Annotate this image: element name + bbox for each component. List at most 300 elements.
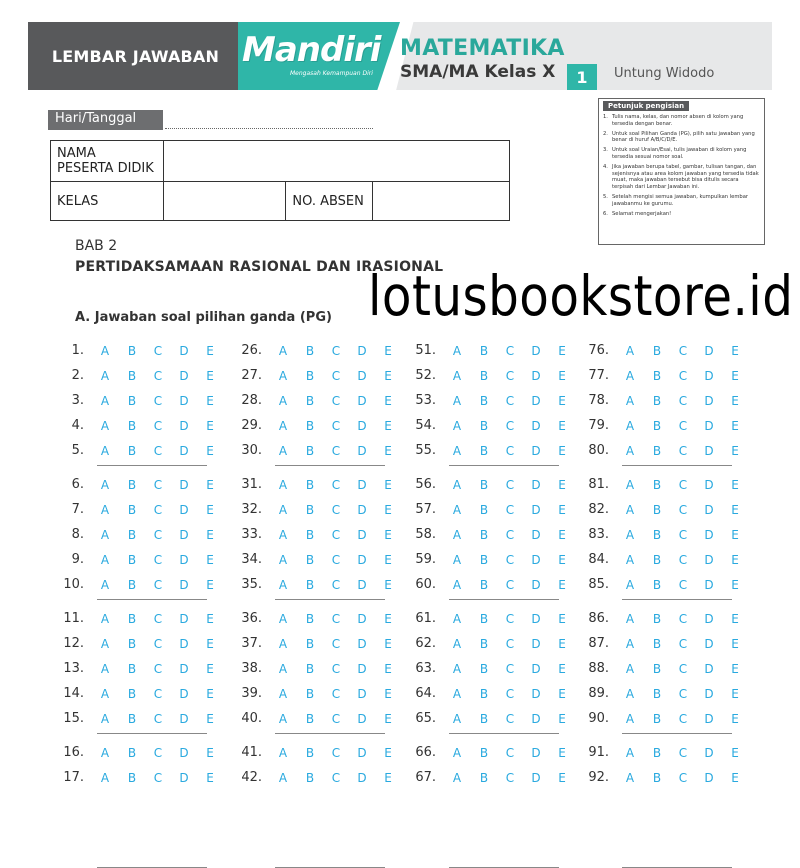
answer-option-a[interactable]: A <box>100 369 110 383</box>
answer-option-c[interactable]: C <box>153 771 163 785</box>
answer-option-d[interactable]: D <box>179 394 189 408</box>
answer-option-d[interactable]: D <box>704 687 714 701</box>
answer-option-e[interactable]: E <box>384 444 392 458</box>
answer-option-e[interactable]: E <box>731 394 739 408</box>
answer-option-d[interactable]: D <box>531 612 541 626</box>
answer-option-a[interactable]: A <box>278 444 288 458</box>
answer-option-b[interactable]: B <box>479 687 489 701</box>
answer-option-c[interactable]: C <box>331 746 341 760</box>
answer-option-e[interactable]: E <box>731 478 739 492</box>
answer-option-b[interactable]: B <box>479 578 489 592</box>
answer-option-b[interactable]: B <box>305 687 315 701</box>
answer-option-a[interactable]: A <box>625 369 635 383</box>
answer-option-a[interactable]: A <box>278 528 288 542</box>
answer-option-a[interactable]: A <box>278 478 288 492</box>
answer-option-a[interactable]: A <box>278 503 288 517</box>
answer-option-c[interactable]: C <box>505 612 515 626</box>
answer-option-d[interactable]: D <box>179 553 189 567</box>
answer-option-a[interactable]: A <box>278 687 288 701</box>
answer-option-b[interactable]: B <box>305 578 315 592</box>
answer-option-a[interactable]: A <box>452 612 462 626</box>
answer-option-e[interactable]: E <box>558 578 566 592</box>
answer-option-b[interactable]: B <box>305 444 315 458</box>
answer-option-c[interactable]: C <box>153 444 163 458</box>
answer-option-b[interactable]: B <box>127 771 137 785</box>
answer-option-a[interactable]: A <box>625 553 635 567</box>
answer-option-c[interactable]: C <box>505 503 515 517</box>
answer-option-e[interactable]: E <box>206 746 214 760</box>
answer-option-b[interactable]: B <box>652 687 662 701</box>
answer-option-a[interactable]: A <box>625 687 635 701</box>
answer-option-c[interactable]: C <box>505 553 515 567</box>
answer-option-a[interactable]: A <box>100 712 110 726</box>
answer-option-d[interactable]: D <box>357 419 367 433</box>
answer-option-b[interactable]: B <box>652 612 662 626</box>
answer-option-a[interactable]: A <box>100 553 110 567</box>
answer-option-d[interactable]: D <box>704 637 714 651</box>
answer-option-b[interactable]: B <box>305 528 315 542</box>
answer-option-d[interactable]: D <box>531 394 541 408</box>
answer-option-d[interactable]: D <box>179 712 189 726</box>
answer-option-d[interactable]: D <box>179 578 189 592</box>
answer-option-d[interactable]: D <box>179 771 189 785</box>
answer-option-a[interactable]: A <box>452 478 462 492</box>
answer-option-a[interactable]: A <box>625 344 635 358</box>
answer-option-e[interactable]: E <box>731 612 739 626</box>
answer-option-e[interactable]: E <box>558 478 566 492</box>
answer-option-a[interactable]: A <box>625 578 635 592</box>
answer-option-a[interactable]: A <box>100 662 110 676</box>
answer-option-a[interactable]: A <box>100 637 110 651</box>
answer-option-d[interactable]: D <box>704 369 714 383</box>
answer-option-e[interactable]: E <box>731 528 739 542</box>
answer-option-c[interactable]: C <box>505 478 515 492</box>
answer-option-c[interactable]: C <box>505 444 515 458</box>
answer-option-c[interactable]: C <box>331 369 341 383</box>
answer-option-b[interactable]: B <box>127 578 137 592</box>
answer-option-e[interactable]: E <box>731 503 739 517</box>
answer-option-a[interactable]: A <box>100 344 110 358</box>
answer-option-b[interactable]: B <box>652 444 662 458</box>
answer-option-b[interactable]: B <box>127 637 137 651</box>
answer-option-c[interactable]: C <box>153 503 163 517</box>
answer-option-a[interactable]: A <box>452 553 462 567</box>
answer-option-c[interactable]: C <box>331 553 341 567</box>
answer-option-b[interactable]: B <box>479 712 489 726</box>
answer-option-a[interactable]: A <box>625 612 635 626</box>
answer-option-a[interactable]: A <box>100 771 110 785</box>
answer-option-d[interactable]: D <box>704 746 714 760</box>
answer-option-d[interactable]: D <box>704 771 714 785</box>
answer-option-e[interactable]: E <box>384 344 392 358</box>
answer-option-b[interactable]: B <box>305 503 315 517</box>
answer-option-a[interactable]: A <box>278 746 288 760</box>
answer-option-c[interactable]: C <box>505 771 515 785</box>
answer-option-b[interactable]: B <box>127 478 137 492</box>
answer-option-e[interactable]: E <box>558 637 566 651</box>
answer-option-e[interactable]: E <box>384 712 392 726</box>
answer-option-a[interactable]: A <box>278 344 288 358</box>
answer-option-d[interactable]: D <box>357 503 367 517</box>
answer-option-c[interactable]: C <box>153 612 163 626</box>
answer-option-d[interactable]: D <box>179 687 189 701</box>
answer-option-a[interactable]: A <box>100 444 110 458</box>
answer-option-a[interactable]: A <box>100 687 110 701</box>
answer-option-c[interactable]: C <box>331 394 341 408</box>
answer-option-e[interactable]: E <box>206 612 214 626</box>
answer-option-a[interactable]: A <box>452 746 462 760</box>
answer-option-a[interactable]: A <box>452 419 462 433</box>
answer-option-c[interactable]: C <box>153 746 163 760</box>
answer-option-b[interactable]: B <box>652 478 662 492</box>
answer-option-e[interactable]: E <box>558 771 566 785</box>
answer-option-e[interactable]: E <box>731 637 739 651</box>
answer-option-a[interactable]: A <box>278 369 288 383</box>
answer-option-e[interactable]: E <box>206 419 214 433</box>
answer-option-b[interactable]: B <box>479 746 489 760</box>
answer-option-a[interactable]: A <box>625 771 635 785</box>
answer-option-c[interactable]: C <box>331 344 341 358</box>
answer-option-e[interactable]: E <box>384 662 392 676</box>
answer-option-e[interactable]: E <box>384 478 392 492</box>
answer-option-d[interactable]: D <box>531 528 541 542</box>
answer-option-d[interactable]: D <box>179 444 189 458</box>
answer-option-e[interactable]: E <box>731 771 739 785</box>
answer-option-a[interactable]: A <box>625 528 635 542</box>
answer-option-e[interactable]: E <box>206 528 214 542</box>
answer-option-d[interactable]: D <box>357 478 367 492</box>
answer-option-e[interactable]: E <box>731 746 739 760</box>
answer-option-e[interactable]: E <box>558 344 566 358</box>
answer-option-c[interactable]: C <box>153 578 163 592</box>
answer-option-a[interactable]: A <box>452 394 462 408</box>
answer-option-b[interactable]: B <box>479 478 489 492</box>
answer-option-d[interactable]: D <box>179 746 189 760</box>
answer-option-c[interactable]: C <box>331 444 341 458</box>
answer-option-e[interactable]: E <box>558 746 566 760</box>
answer-option-c[interactable]: C <box>331 637 341 651</box>
answer-option-c[interactable]: C <box>505 637 515 651</box>
answer-option-d[interactable]: D <box>179 528 189 542</box>
answer-option-b[interactable]: B <box>652 553 662 567</box>
answer-option-c[interactable]: C <box>331 478 341 492</box>
answer-option-b[interactable]: B <box>127 687 137 701</box>
answer-option-b[interactable]: B <box>479 369 489 383</box>
answer-option-a[interactable]: A <box>278 712 288 726</box>
answer-option-a[interactable]: A <box>452 444 462 458</box>
answer-option-d[interactable]: D <box>357 712 367 726</box>
answer-option-d[interactable]: D <box>357 394 367 408</box>
answer-option-d[interactable]: D <box>704 503 714 517</box>
answer-option-d[interactable]: D <box>531 553 541 567</box>
answer-option-c[interactable]: C <box>331 771 341 785</box>
answer-option-e[interactable]: E <box>206 578 214 592</box>
answer-option-d[interactable]: D <box>531 578 541 592</box>
answer-option-c[interactable]: C <box>678 662 688 676</box>
answer-option-a[interactable]: A <box>278 771 288 785</box>
answer-option-c[interactable]: C <box>505 394 515 408</box>
answer-option-e[interactable]: E <box>206 662 214 676</box>
answer-option-a[interactable]: A <box>452 344 462 358</box>
answer-option-d[interactable]: D <box>531 419 541 433</box>
answer-option-e[interactable]: E <box>558 553 566 567</box>
answer-option-e[interactable]: E <box>384 553 392 567</box>
answer-option-b[interactable]: B <box>479 612 489 626</box>
answer-option-d[interactable]: D <box>704 712 714 726</box>
answer-option-c[interactable]: C <box>153 553 163 567</box>
answer-option-d[interactable]: D <box>531 503 541 517</box>
answer-option-b[interactable]: B <box>127 369 137 383</box>
answer-option-b[interactable]: B <box>305 771 315 785</box>
answer-option-d[interactable]: D <box>704 553 714 567</box>
answer-option-a[interactable]: A <box>100 612 110 626</box>
answer-option-e[interactable]: E <box>558 394 566 408</box>
answer-option-d[interactable]: D <box>531 746 541 760</box>
answer-option-e[interactable]: E <box>558 612 566 626</box>
answer-option-b[interactable]: B <box>127 503 137 517</box>
answer-option-a[interactable]: A <box>452 687 462 701</box>
answer-option-c[interactable]: C <box>505 419 515 433</box>
answer-option-c[interactable]: C <box>505 528 515 542</box>
answer-option-e[interactable]: E <box>384 578 392 592</box>
answer-option-c[interactable]: C <box>678 478 688 492</box>
answer-option-a[interactable]: A <box>625 419 635 433</box>
answer-option-b[interactable]: B <box>127 444 137 458</box>
answer-option-c[interactable]: C <box>331 419 341 433</box>
answer-option-a[interactable]: A <box>278 394 288 408</box>
answer-option-b[interactable]: B <box>305 612 315 626</box>
answer-option-e[interactable]: E <box>558 369 566 383</box>
answer-option-e[interactable]: E <box>384 687 392 701</box>
answer-option-b[interactable]: B <box>127 419 137 433</box>
answer-option-c[interactable]: C <box>331 578 341 592</box>
answer-option-c[interactable]: C <box>153 687 163 701</box>
answer-option-c[interactable]: C <box>153 394 163 408</box>
answer-option-c[interactable]: C <box>678 687 688 701</box>
answer-option-e[interactable]: E <box>206 394 214 408</box>
answer-option-a[interactable]: A <box>452 369 462 383</box>
answer-option-a[interactable]: A <box>278 419 288 433</box>
answer-option-b[interactable]: B <box>305 553 315 567</box>
answer-option-d[interactable]: D <box>704 444 714 458</box>
answer-option-a[interactable]: A <box>278 553 288 567</box>
answer-option-e[interactable]: E <box>731 553 739 567</box>
answer-option-b[interactable]: B <box>652 503 662 517</box>
answer-option-c[interactable]: C <box>678 612 688 626</box>
answer-option-c[interactable]: C <box>331 612 341 626</box>
answer-option-d[interactable]: D <box>357 771 367 785</box>
answer-option-e[interactable]: E <box>731 344 739 358</box>
answer-option-e[interactable]: E <box>206 503 214 517</box>
answer-option-c[interactable]: C <box>678 771 688 785</box>
answer-option-c[interactable]: C <box>678 394 688 408</box>
answer-option-c[interactable]: C <box>678 637 688 651</box>
class-field[interactable] <box>164 182 286 221</box>
answer-option-d[interactable]: D <box>704 344 714 358</box>
answer-option-e[interactable]: E <box>731 578 739 592</box>
answer-option-c[interactable]: C <box>678 344 688 358</box>
answer-option-d[interactable]: D <box>531 662 541 676</box>
answer-option-a[interactable]: A <box>100 478 110 492</box>
answer-option-c[interactable]: C <box>505 369 515 383</box>
answer-option-c[interactable]: C <box>153 662 163 676</box>
answer-option-d[interactable]: D <box>531 687 541 701</box>
answer-option-a[interactable]: A <box>278 662 288 676</box>
answer-option-b[interactable]: B <box>305 637 315 651</box>
answer-option-b[interactable]: B <box>305 419 315 433</box>
answer-option-c[interactable]: C <box>505 712 515 726</box>
answer-option-b[interactable]: B <box>127 662 137 676</box>
answer-option-d[interactable]: D <box>704 612 714 626</box>
answer-option-d[interactable]: D <box>704 578 714 592</box>
answer-option-c[interactable]: C <box>505 687 515 701</box>
answer-option-a[interactable]: A <box>278 637 288 651</box>
answer-option-b[interactable]: B <box>652 344 662 358</box>
answer-option-b[interactable]: B <box>305 394 315 408</box>
answer-option-e[interactable]: E <box>206 478 214 492</box>
answer-option-a[interactable]: A <box>452 662 462 676</box>
answer-option-c[interactable]: C <box>678 553 688 567</box>
answer-option-b[interactable]: B <box>305 478 315 492</box>
answer-option-b[interactable]: B <box>127 553 137 567</box>
answer-option-b[interactable]: B <box>652 394 662 408</box>
answer-option-d[interactable]: D <box>531 478 541 492</box>
answer-option-e[interactable]: E <box>384 771 392 785</box>
answer-option-d[interactable]: D <box>357 344 367 358</box>
answer-option-b[interactable]: B <box>479 344 489 358</box>
answer-option-b[interactable]: B <box>127 394 137 408</box>
answer-option-e[interactable]: E <box>731 712 739 726</box>
answer-option-a[interactable]: A <box>452 637 462 651</box>
answer-option-a[interactable]: A <box>100 528 110 542</box>
answer-option-e[interactable]: E <box>384 746 392 760</box>
answer-option-c[interactable]: C <box>678 503 688 517</box>
answer-option-d[interactable]: D <box>357 662 367 676</box>
answer-option-d[interactable]: D <box>357 637 367 651</box>
answer-option-b[interactable]: B <box>479 553 489 567</box>
name-field[interactable] <box>164 141 510 182</box>
answer-option-d[interactable]: D <box>357 578 367 592</box>
answer-option-d[interactable]: D <box>179 419 189 433</box>
answer-option-b[interactable]: B <box>479 528 489 542</box>
answer-option-e[interactable]: E <box>384 528 392 542</box>
answer-option-d[interactable]: D <box>179 612 189 626</box>
answer-option-c[interactable]: C <box>505 344 515 358</box>
answer-option-d[interactable]: D <box>179 369 189 383</box>
answer-option-d[interactable]: D <box>531 444 541 458</box>
answer-option-a[interactable]: A <box>100 394 110 408</box>
answer-option-c[interactable]: C <box>153 637 163 651</box>
answer-option-a[interactable]: A <box>100 419 110 433</box>
answer-option-e[interactable]: E <box>384 612 392 626</box>
answer-option-b[interactable]: B <box>479 771 489 785</box>
answer-option-a[interactable]: A <box>100 578 110 592</box>
answer-option-b[interactable]: B <box>652 369 662 383</box>
answer-option-a[interactable]: A <box>452 712 462 726</box>
answer-option-c[interactable]: C <box>678 578 688 592</box>
answer-option-b[interactable]: B <box>305 712 315 726</box>
answer-option-e[interactable]: E <box>206 771 214 785</box>
answer-option-d[interactable]: D <box>357 687 367 701</box>
answer-option-b[interactable]: B <box>479 662 489 676</box>
answer-option-d[interactable]: D <box>357 528 367 542</box>
answer-option-b[interactable]: B <box>652 528 662 542</box>
answer-option-e[interactable]: E <box>206 687 214 701</box>
answer-option-d[interactable]: D <box>531 369 541 383</box>
answer-option-d[interactable]: D <box>704 419 714 433</box>
answer-option-b[interactable]: B <box>127 712 137 726</box>
answer-option-d[interactable]: D <box>357 746 367 760</box>
answer-option-e[interactable]: E <box>731 444 739 458</box>
answer-option-d[interactable]: D <box>704 478 714 492</box>
answer-option-d[interactable]: D <box>357 553 367 567</box>
answer-option-c[interactable]: C <box>153 419 163 433</box>
answer-option-c[interactable]: C <box>678 369 688 383</box>
answer-option-c[interactable]: C <box>331 528 341 542</box>
answer-option-d[interactable]: D <box>179 478 189 492</box>
answer-option-e[interactable]: E <box>558 712 566 726</box>
answer-option-a[interactable]: A <box>625 746 635 760</box>
answer-option-e[interactable]: E <box>731 662 739 676</box>
answer-option-a[interactable]: A <box>625 712 635 726</box>
answer-option-b[interactable]: B <box>652 637 662 651</box>
answer-option-e[interactable]: E <box>731 419 739 433</box>
answer-option-a[interactable]: A <box>452 578 462 592</box>
answer-option-e[interactable]: E <box>558 687 566 701</box>
answer-option-e[interactable]: E <box>206 637 214 651</box>
answer-option-e[interactable]: E <box>206 712 214 726</box>
answer-option-d[interactable]: D <box>179 503 189 517</box>
answer-option-b[interactable]: B <box>479 394 489 408</box>
answer-option-b[interactable]: B <box>652 771 662 785</box>
answer-option-c[interactable]: C <box>331 687 341 701</box>
answer-option-c[interactable]: C <box>153 369 163 383</box>
answer-option-e[interactable]: E <box>206 369 214 383</box>
answer-option-d[interactable]: D <box>531 771 541 785</box>
answer-option-a[interactable]: A <box>625 478 635 492</box>
answer-option-c[interactable]: C <box>505 662 515 676</box>
answer-option-a[interactable]: A <box>278 578 288 592</box>
answer-option-c[interactable]: C <box>153 478 163 492</box>
answer-option-b[interactable]: B <box>652 578 662 592</box>
answer-option-b[interactable]: B <box>305 746 315 760</box>
answer-option-e[interactable]: E <box>206 444 214 458</box>
answer-option-a[interactable]: A <box>100 746 110 760</box>
answer-option-d[interactable]: D <box>531 712 541 726</box>
answer-option-d[interactable]: D <box>704 662 714 676</box>
answer-option-c[interactable]: C <box>678 712 688 726</box>
answer-option-c[interactable]: C <box>153 344 163 358</box>
answer-option-b[interactable]: B <box>127 344 137 358</box>
answer-option-b[interactable]: B <box>652 746 662 760</box>
answer-option-d[interactable]: D <box>357 612 367 626</box>
date-field[interactable] <box>165 128 373 129</box>
answer-option-e[interactable]: E <box>558 419 566 433</box>
answer-option-d[interactable]: D <box>531 344 541 358</box>
answer-option-a[interactable]: A <box>625 637 635 651</box>
answer-option-a[interactable]: A <box>625 394 635 408</box>
answer-option-b[interactable]: B <box>479 419 489 433</box>
answer-option-a[interactable]: A <box>625 503 635 517</box>
answer-option-e[interactable]: E <box>384 637 392 651</box>
answer-option-e[interactable]: E <box>731 369 739 383</box>
answer-option-c[interactable]: C <box>153 712 163 726</box>
answer-option-b[interactable]: B <box>479 503 489 517</box>
answer-option-b[interactable]: B <box>127 746 137 760</box>
answer-option-d[interactable]: D <box>531 637 541 651</box>
answer-option-b[interactable]: B <box>305 344 315 358</box>
absen-field[interactable] <box>373 182 510 221</box>
